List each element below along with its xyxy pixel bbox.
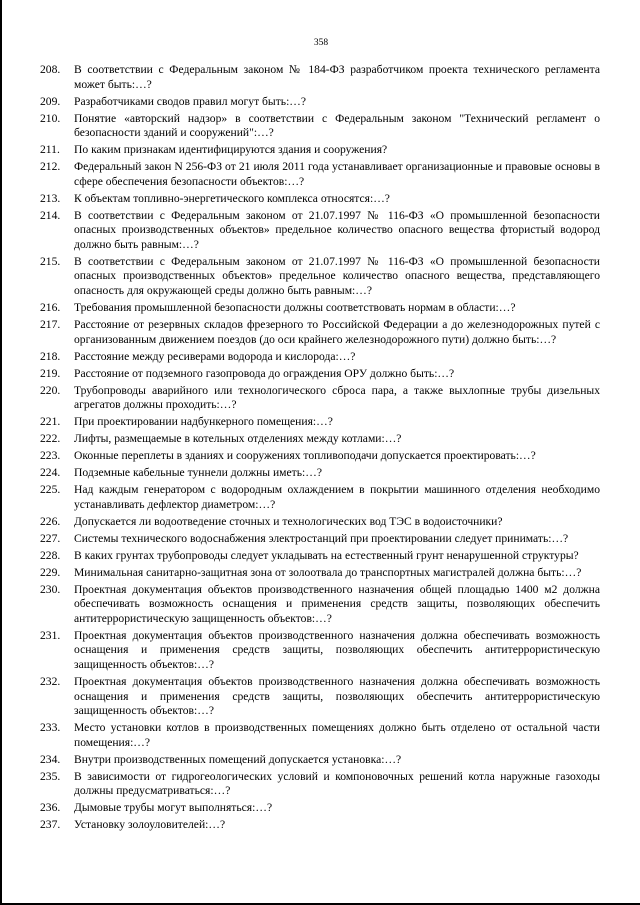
- question-text: В соответствии с Федеральным законом от 21.07.1997 № 116-ФЗ «О промышленной безопасности опасных производственных объектов» предельное количество опасного вещества, представляющего опасность для окружающей среды должно быть равным:…?: [74, 254, 600, 298]
- question-number: 227.: [40, 531, 61, 545]
- question-number: 220.: [40, 383, 61, 397]
- question-item: [40, 721, 600, 750]
- question-text: Дымовые трубы могут выполняться:…?: [74, 801, 273, 815]
- question-number: 215.: [40, 254, 61, 268]
- question-text: Разработчиками сводов правил могут быть:…?: [74, 94, 307, 108]
- question-text: Системы технического водоснабжения электростанций при проектировании следует принимать:…?: [74, 531, 569, 545]
- question-number: 218.: [40, 349, 61, 363]
- question-text: Проектная документация объектов производственного назначения должна обеспечивать возможность оснащения и применения средств защиты, позволяющих обеспечить антитеррористическую защищенность объектов:…?: [74, 628, 600, 671]
- question-text: Расстояние от резервных складов фрезерного то Российской Федерации а до железнодорожных путей с организованным движением поездов (до оси крайнего железнодорожного пути) должно быть:…?: [74, 318, 600, 346]
- question-item: [40, 301, 600, 316]
- question-item: [40, 432, 600, 447]
- question-text: Федеральный закон N 256-ФЗ от 21 июля 2011 года устанавливает организационные и правовые основы в сфере обеспечения безопасности объектов:…?: [74, 160, 600, 188]
- question-text: Внутри производственных помещений допускается установка:…?: [74, 752, 402, 766]
- question-item: [40, 818, 600, 833]
- question-item: [40, 209, 600, 253]
- question-text: В соответствии с Федеральным законом от 21.07.1997 № 116-ФЗ «О промышленной безопасности опасных производственных объектов» предельное количество опасного вещества фтористый водород должно быть равным:…?: [74, 208, 600, 251]
- question-item: [40, 143, 600, 158]
- question-text: Понятие «авторский надзор» в соответствии с Федеральным законом "Технический регламент о безопасности зданий и сооружений":…?: [74, 111, 600, 140]
- question-number: 216.: [40, 301, 61, 315]
- question-text: Проектная документация объектов производственного назначения общей площадью 1400 м2 должна обеспечивать возможность оснащения и применения средств защиты, позволяющих обеспечить антитеррористическую защищенность объектов:…?: [74, 582, 600, 625]
- question-number: 231.: [40, 628, 61, 642]
- question-text: В зависимости от гидрогеологических условий и компоновочных решений котла наружные газоходы должны предусматриваться:…?: [74, 769, 600, 798]
- question-item: [40, 318, 600, 347]
- question-text: Требования промышленной безопасности должны соответствовать нормам в области:…?: [74, 301, 516, 315]
- question-number: 235.: [40, 769, 61, 783]
- question-number: 224.: [40, 466, 61, 480]
- question-item: [40, 350, 600, 365]
- question-text: Трубопроводы аварийного или технологического сброса пара, а также выхлопные трубы дизельных агрегатов должны проходить:…?: [74, 383, 600, 412]
- question-text: Расстояние от подземного газопровода до ограждения ОРУ должно быть:…?: [74, 366, 455, 380]
- question-item: [40, 583, 600, 627]
- question-number: 217.: [40, 318, 61, 332]
- question-number: 221.: [40, 415, 61, 429]
- question-text: Оконные переплеты в зданиях и сооружениях топливоподачи допускается проектировать:…?: [74, 449, 536, 463]
- question-number: 225.: [40, 483, 61, 497]
- question-item: [40, 753, 600, 768]
- question-item: [40, 192, 600, 207]
- question-text: По каким признакам идентифицируются здания и сооружения?: [74, 143, 388, 157]
- question-number: 229.: [40, 565, 61, 579]
- question-item: [40, 160, 600, 189]
- question-list: [40, 63, 600, 835]
- question-item: [40, 532, 600, 547]
- question-item: [40, 801, 600, 816]
- question-item: [40, 63, 600, 92]
- question-text: К объектам топливно-энергетического комплекса относятся:…?: [74, 191, 390, 205]
- question-number: 223.: [40, 449, 61, 463]
- question-text: Допускается ли водоотведение сточных и технологических вод ТЭС в водоисточники?: [74, 514, 503, 528]
- question-item: [40, 466, 600, 481]
- question-number: 212.: [40, 160, 61, 174]
- question-item: [40, 629, 600, 673]
- page-number: 358: [313, 38, 329, 48]
- question-number: 233.: [40, 721, 61, 735]
- question-text: Лифты, размещаемые в котельных отделениях между котлами:…?: [74, 432, 402, 446]
- question-item: [40, 549, 600, 564]
- question-item: [40, 515, 600, 530]
- question-number: 219.: [40, 366, 61, 380]
- question-text: Над каждым генератором с водородным охлаждением в покрытии машинного отделения необходимо устанавливать дефлектор диаметром:…?: [74, 483, 600, 511]
- question-item: [40, 384, 600, 413]
- question-text: Проектная документация объектов производственного назначения должна обеспечивать возможность оснащения и применения средств защиты, позволяющих обеспечить антитеррористическую защищенность объектов:…?: [74, 674, 600, 718]
- question-number: 232.: [40, 674, 61, 688]
- question-item: [40, 449, 600, 464]
- question-number: 222.: [40, 432, 61, 446]
- question-text: В каких грунтах трубопроводы следует укладывать на естественный грунт ненарушенной структуры?: [74, 548, 579, 562]
- question-number: 234.: [40, 752, 61, 766]
- question-number: 237.: [40, 818, 61, 832]
- question-number: 236.: [40, 801, 61, 815]
- question-number: 228.: [40, 548, 61, 562]
- question-number: 214.: [40, 208, 61, 222]
- question-item: [40, 770, 600, 799]
- question-number: 210.: [40, 111, 61, 125]
- question-text: Место установки котлов в производственных помещениях должно быть отделено от остальной части помещения:…?: [74, 721, 600, 749]
- question-item: [40, 566, 600, 581]
- question-number: 209.: [40, 94, 61, 108]
- question-text: При проектировании надбункерного помещения:…?: [74, 415, 333, 429]
- question-item: [40, 112, 600, 141]
- question-item: [40, 675, 600, 719]
- question-number: 230.: [40, 582, 61, 596]
- question-item: [40, 483, 600, 512]
- question-text: В соответствии с Федеральным законом № 184-ФЗ разработчиком проекта технического регламента может быть:…?: [74, 63, 600, 91]
- question-text: Подземные кабельные туннели должны иметь:…?: [74, 466, 322, 480]
- question-item: [40, 367, 600, 382]
- question-item: [40, 95, 600, 110]
- question-item: [40, 255, 600, 299]
- question-text: Минимальная санитарно-защитная зона от золоотвала до транспортных магистралей должна быть:…?: [74, 565, 582, 579]
- question-text: Установку золоуловителей:…?: [74, 818, 226, 832]
- question-item: [40, 415, 600, 430]
- question-number: 213.: [40, 191, 61, 205]
- question-text: Расстояние между ресиверами водорода и кислорода:…?: [74, 349, 356, 363]
- question-number: 226.: [40, 514, 61, 528]
- question-number: 211.: [40, 143, 60, 157]
- question-number: 208.: [40, 63, 61, 76]
